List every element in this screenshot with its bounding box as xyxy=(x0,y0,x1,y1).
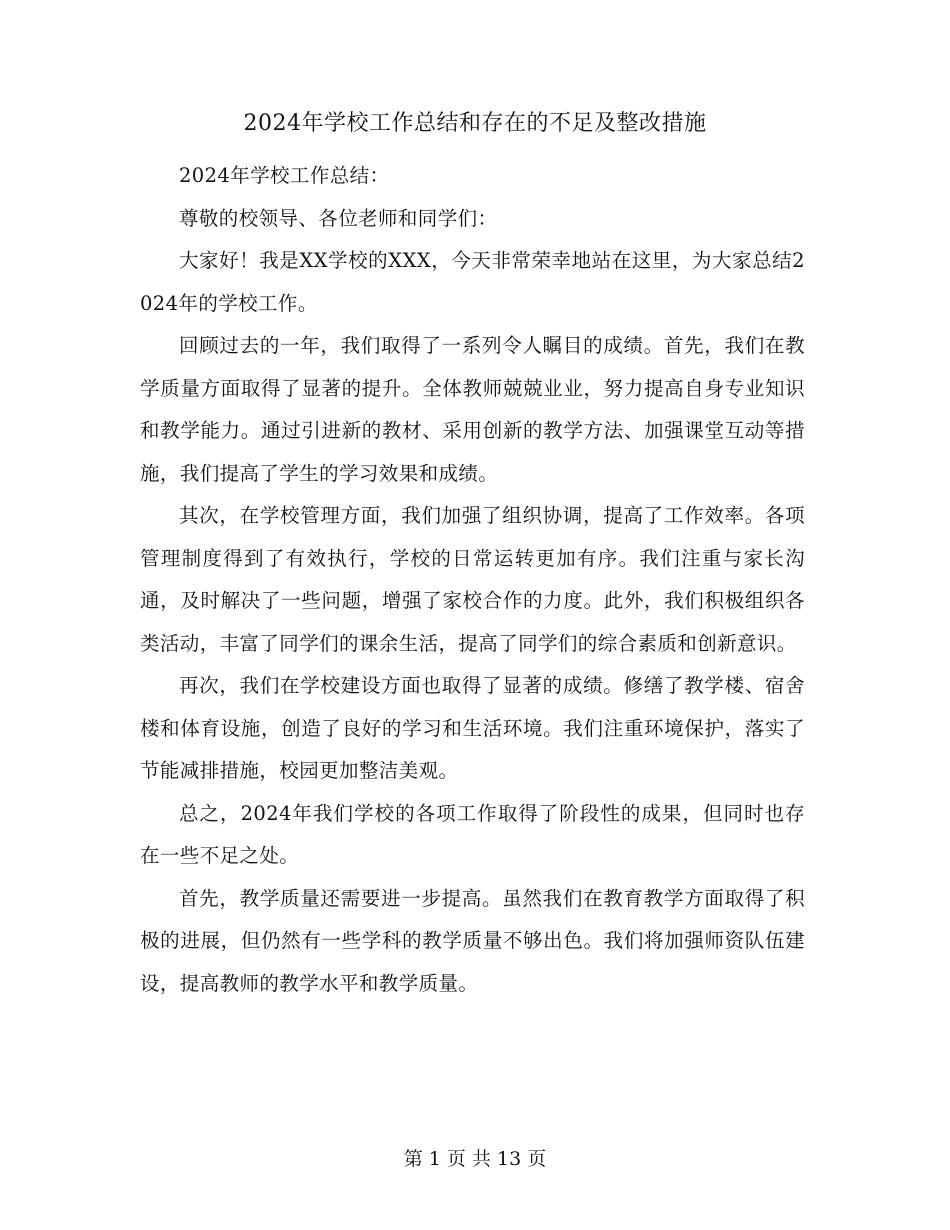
paragraph-6: 再次，我们在学校建设方面也取得了显著的成绩。修缮了教学楼、宿舍楼和体育设施，创造了良好的学习和生活环境。我们注重环境保护，落实了节能减排措施，校园更加整洁美观。 xyxy=(140,674,805,782)
page-number-footer: 第 1 页 共 13 页 xyxy=(403,1148,547,1170)
paragraph-3: 大家好！我是XX学校的XXX，今天非常荣幸地站在这里，为大家总结2024年的学校工作。 xyxy=(140,249,805,315)
paragraph-8: 首先，教学质量还需要进一步提高。虽然我们在教育教学方面取得了积极的进展，但仍然有一些学科的教学质量不够出色。我们将加强师资队伍建设，提高教师的教学水平和教学质量。 xyxy=(140,886,805,995)
paragraph-5: 其次，在学校管理方面，我们加强了组织协调，提高了工作效率。各项管理制度得到了有效执行，学校的日常运转更加有序。我们注重与家长沟通，及时解决了一些问题，增强了家校合作的力度。此外，我们积极组织各类活动，丰富了同学们的课余生活，提高了同学们的综合素质和创新意识。 xyxy=(140,504,805,655)
paragraph-4: 回顾过去的一年，我们取得了一系列令人瞩目的成绩。首先，我们在教学质量方面取得了显著的提升。全体教师兢兢业业，努力提高自身专业知识和教学能力。通过引进新的教材、采用创新的教学方法、加强课堂互动等措施，我们提高了学生的学习效果和成绩。 xyxy=(140,334,805,485)
paragraph-1: 2024年学校工作总结： xyxy=(179,164,390,187)
paragraph-7: 总之，2024年我们学校的各项工作取得了阶段性的成果，但同时也存在一些不足之处。 xyxy=(140,801,805,867)
document-title: 2024年学校工作总结和存在的不足及整改措施 xyxy=(243,111,707,136)
document-body xyxy=(140,155,805,1005)
paragraph-2: 尊敬的校领导、各位老师和同学们： xyxy=(179,206,498,230)
